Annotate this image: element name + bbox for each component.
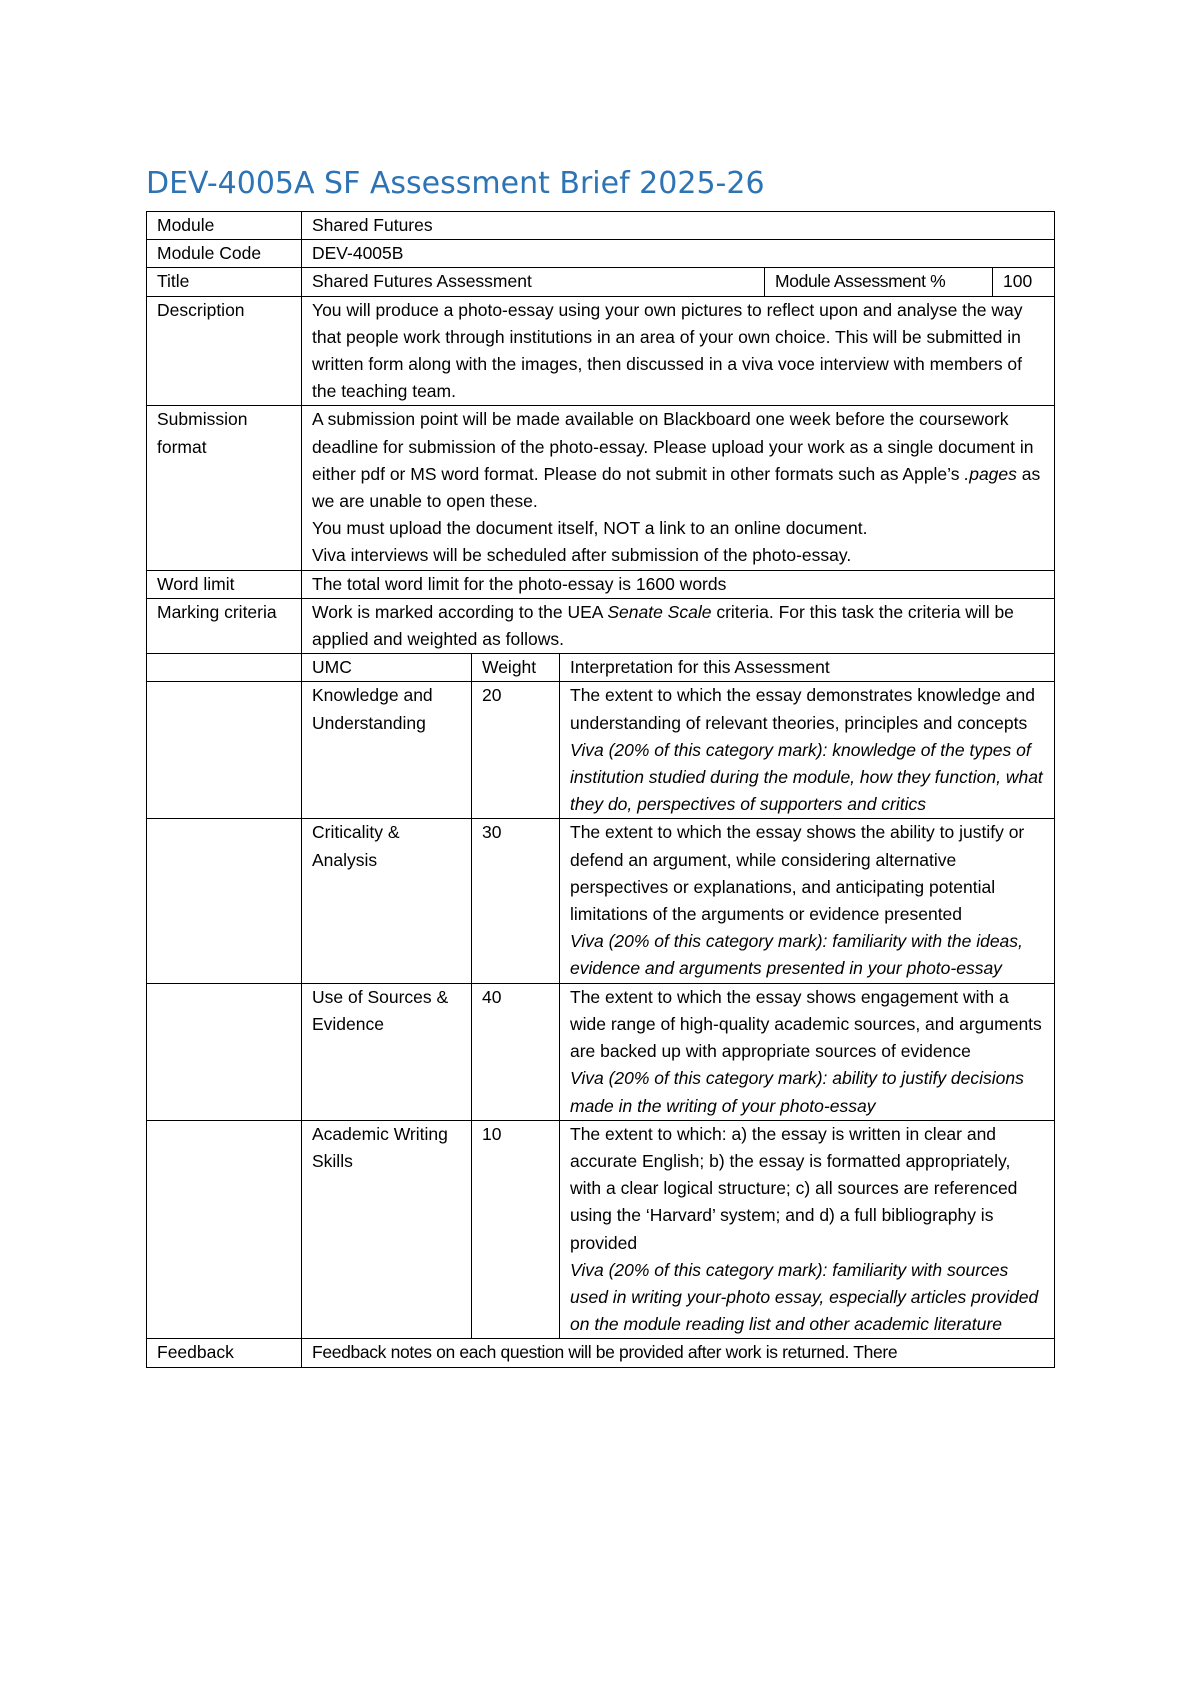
criteria-umc: Knowledge and Understanding <box>302 682 472 819</box>
submission-value <box>302 406 1055 570</box>
module-label: Module <box>147 212 302 240</box>
criteria-row <box>147 682 1055 819</box>
criteria-viva: Viva (20% of this category mark): familiarity with the ideas, evidence and arguments presented in your photo-essay <box>570 931 1023 979</box>
criteria-umc: Criticality & Analysis <box>302 819 472 983</box>
criteria-interpretation <box>560 819 1055 983</box>
row-submission-format <box>147 406 1055 570</box>
criteria-text: The extent to which the essay shows engagement with a wide range of high-quality academic sources, and arguments are backed up with appropriate sources of evidence <box>570 986 1042 1062</box>
description-label: Description <box>147 296 302 406</box>
module-code-label: Module Code <box>147 240 302 268</box>
row-title <box>147 268 1055 296</box>
pages-format-text: .pages <box>964 463 1017 484</box>
submission-paragraph: A submission point will be made available on Blackboard one week before the coursework deadline for submission of the photo-essay. Please upload your work as a single document in either pdf or MS word format. Please do not submit in other formats such as Apple’s .pages as we are unable to open these. <box>312 409 1041 512</box>
submission-line-2: You must upload the document itself, NOT a link to an online document. <box>312 518 868 539</box>
interpretation-header: Interpretation for this Assessment <box>560 654 1055 682</box>
module-assessment-pct-label: Module Assessment % <box>765 268 993 296</box>
word-limit-value: The total word limit for the photo-essay is 1600 words <box>302 570 1055 598</box>
row-module <box>147 212 1055 240</box>
description-value: You will produce a photo-essay using your own pictures to reflect upon and analyse the way that people work through institutions in an area of your own choice. This will be submitted in written form along with the images, then discussed in a viva voce interview with members of the teaching team. <box>302 296 1055 406</box>
criteria-text: The extent to which the essay demonstrates knowledge and understanding of relevant theories, principles and concepts <box>570 685 1035 733</box>
criteria-weight: 40 <box>472 983 560 1120</box>
row-description <box>147 296 1055 406</box>
umc-header: UMC <box>302 654 472 682</box>
module-assessment-pct-value: 100 <box>993 268 1055 296</box>
criteria-umc: Academic Writing Skills <box>302 1120 472 1339</box>
criteria-text: The extent to which the essay shows the ability to justify or defend an argument, while considering alternative perspectives or explanations, and anticipating potential limitations of the arguments or evidence presented <box>570 822 1025 925</box>
criteria-row <box>147 983 1055 1120</box>
criteria-umc: Use of Sources & Evidence <box>302 983 472 1120</box>
marking-criteria-value: Work is marked according to the UEA Senate Scale criteria. For this task the criteria will be applied and weighted as follows. <box>302 598 1055 653</box>
criteria-viva: Viva (20% of this category mark): knowledge of the types of institution studied during the module, how they function, what they do, perspectives of supporters and critics <box>570 739 1043 815</box>
marking-criteria-label: Marking criteria <box>147 598 302 653</box>
assessment-brief-table <box>146 211 1055 1368</box>
title-label: Title <box>147 268 302 296</box>
senate-scale-text: Senate Scale <box>607 601 712 622</box>
criteria-text: The extent to which: a) the essay is written in clear and accurate English; b) the essay is formatted appropriately, with a clear logical structure; c) all sources are referenced using the ‘Harvard’ system; and d) a full bibliography is provided <box>570 1123 1018 1253</box>
title-value: Shared Futures Assessment <box>302 268 765 296</box>
feedback-value: Feedback notes on each question will be provided after work is returned. There <box>302 1339 1055 1367</box>
criteria-viva: Viva (20% of this category mark): familiarity with sources used in writing your-photo essay, especially articles provided on the module reading list and other academic literature <box>570 1259 1039 1335</box>
row-marking-criteria <box>147 598 1055 653</box>
weight-header: Weight <box>472 654 560 682</box>
criteria-row <box>147 1120 1055 1339</box>
module-value: Shared Futures <box>302 212 1055 240</box>
criteria-viva: Viva (20% of this category mark): ability to justify decisions made in the writing of your photo-essay <box>570 1068 1024 1116</box>
criteria-header-row <box>147 654 1055 682</box>
document-title: DEV-4005A SF Assessment Brief 2025-26 <box>146 166 765 201</box>
criteria-interpretation <box>560 1120 1055 1339</box>
feedback-label: Feedback <box>147 1339 302 1367</box>
word-limit-label: Word limit <box>147 570 302 598</box>
row-module-code <box>147 240 1055 268</box>
module-code-value: DEV-4005B <box>302 240 1055 268</box>
criteria-row <box>147 819 1055 983</box>
row-word-limit <box>147 570 1055 598</box>
criteria-weight: 30 <box>472 819 560 983</box>
row-feedback <box>147 1339 1055 1367</box>
submission-line-3: Viva interviews will be scheduled after submission of the photo-essay. <box>312 545 852 566</box>
submission-label: Submission format <box>147 406 302 570</box>
criteria-interpretation <box>560 682 1055 819</box>
criteria-weight: 20 <box>472 682 560 819</box>
criteria-interpretation <box>560 983 1055 1120</box>
criteria-header-empty <box>147 654 302 682</box>
criteria-weight: 10 <box>472 1120 560 1339</box>
